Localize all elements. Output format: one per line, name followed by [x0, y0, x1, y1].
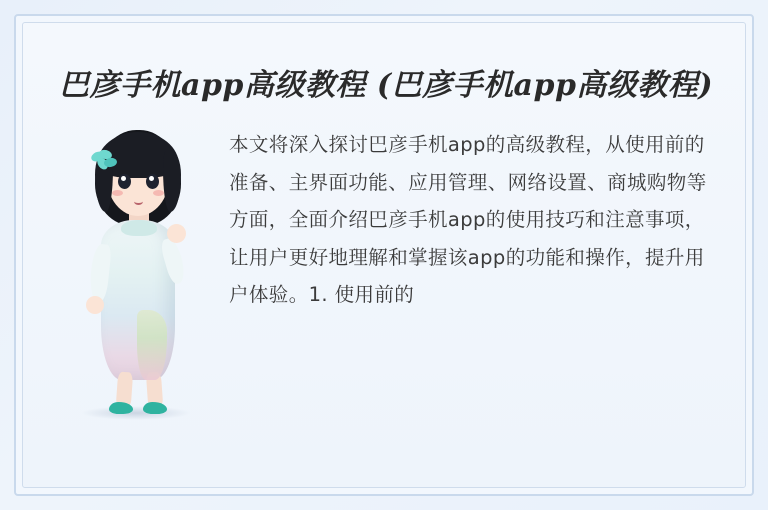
chibi-girl-in-qipao-illustration	[55, 124, 223, 424]
page-title: 巴彦手机app高级教程 (巴彦手机app高级教程)	[59, 68, 714, 103]
shoe-right	[143, 402, 167, 414]
illustration-figure	[55, 124, 223, 424]
flower-hairpin-icon	[91, 150, 117, 172]
dress-skirt-panel	[137, 310, 167, 380]
dress-collar	[121, 220, 157, 236]
inner-frame-border	[22, 22, 746, 488]
article-body-row	[53, 124, 715, 424]
hand-right	[167, 224, 186, 243]
article-paragraph: 本文将深入探讨巴彦手机app的高级教程，从使用前的准备、主界面功能、应用管理、网络设置、商城购物等方面，全面介绍巴彦手机app的使用技巧和注意事项，让用户更好地理解和掌握该app的功能和操作，提升用户体验。1. 使用前的	[229, 133, 707, 307]
figure-shadow	[81, 406, 191, 420]
shoe-left	[109, 402, 133, 414]
hair-side-right	[163, 150, 181, 212]
content-area	[53, 53, 715, 457]
